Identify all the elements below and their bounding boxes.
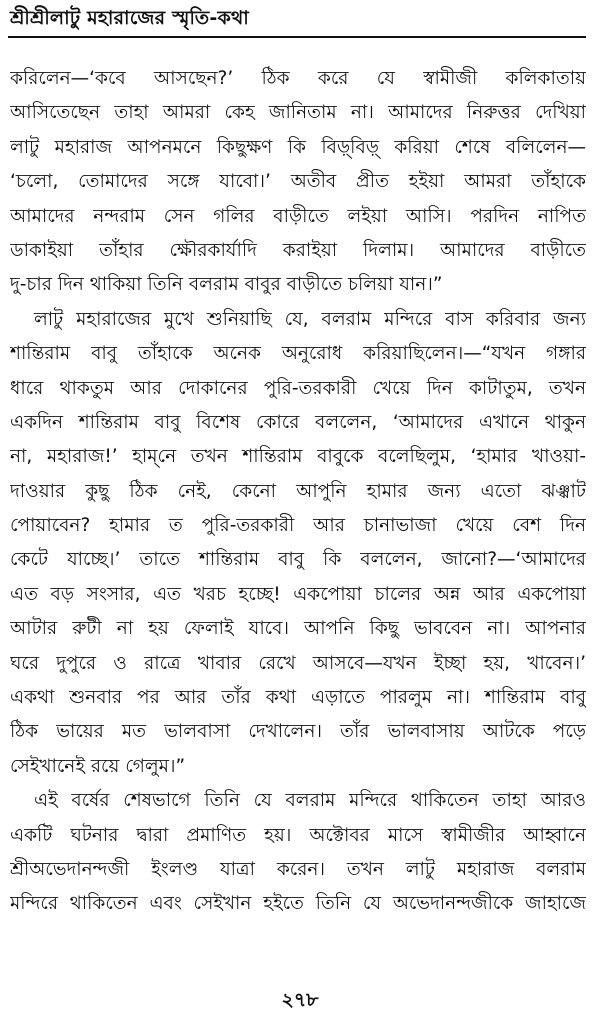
text-line: ঠিক ভায়ের মত ভালবাসা দেখালেন। তাঁর ভালবাসায় আটকে পড়ে xyxy=(10,721,586,743)
text-line: একদিন শান্তিরাম বাবু বিশেষ কোরে বললেন, ‘আমাদের এখানে থাকুন xyxy=(10,411,586,433)
text-line: আসিতেছেন তাহা আমরা কেহ জানিতাম না। আমাদের নিরুত্তর দেখিয়া xyxy=(10,102,586,124)
text-line: শ্রীঅভেদানন্দজী ইংলণ্ড যাত্রা করেন। তখন লাটু মহারাজ বলরাম xyxy=(10,858,586,880)
text-line: ডাকাইয়া তাঁহার ক্ষৌরকার্যাদি করাইয়া দিলাম। আমাদের বাড়ীতে xyxy=(10,239,586,261)
text-line: দাওয়ার কুছু ঠিক নেই, কেনো আপুনি হামার জন্য এতো ঝঞ্ঝাট xyxy=(10,480,586,502)
text-line: আমাদের নন্দরাম সেন গলির বাড়ীতে লইয়া আসি। পরদিন নাপিত xyxy=(10,205,586,227)
paragraph-3 xyxy=(10,784,586,922)
text-line: মন্দিরে থাকিতেন এবং সেইখান হইতে তিনি যে অভেদানন্দজীকে জাহাজে xyxy=(10,893,586,915)
text-line: এত বড় সংসার, এত খরচ হচ্ছে! একপোয়া চালের অন্ন আর একপোয়া xyxy=(10,583,586,605)
text-line: না, মহারাজ!’ হাম্‌নে তখন শান্তিরাম বাবুকে বলেছিলুম, ‘হামার খাওয়া- xyxy=(10,446,586,468)
text-line: ‘চলো, তোমাদের সঙ্গে যাবো।’ অতীব প্রীত হইয়া আমরা তাঁহাকে xyxy=(10,171,586,193)
text-line: লাটু মহারাজ আপনমনে কিছুক্ষণ কি বিড়্‌বিড়্‌ করিয়া শেষে বলিলেন— xyxy=(10,136,586,158)
text-line: একথা শুনবার পর আর তাঁর কথা এড়াতে পারলুম না। শান্তিরাম বাবু xyxy=(10,687,586,709)
header-rule xyxy=(8,36,586,38)
paragraph-2 xyxy=(10,303,586,784)
text-line: পোয়াবেন? হামার ত পুরি-তরকারী আর চানাভাজা খেয়ে বেশ দিন xyxy=(10,515,586,537)
text-line: সেইখানেই রয়ে গেলুম।” xyxy=(10,755,186,777)
text-line: একটি ঘটনার দ্বারা প্রমাণিত হয়। অক্টোবর মাসে স্বামীজীর আহ্বানে xyxy=(10,824,586,846)
text-line: দু-চার দিন থাকিয়া তিনি বলরাম বাবুর বাড়ীতে চলিয়া যান।” xyxy=(10,274,443,296)
paragraph-1 xyxy=(10,62,586,303)
running-header: শ্রীশ্রীলাটু মহারাজের স্মৃতি-কথা xyxy=(10,7,249,29)
text-line: করিলেন—‘কবে আসছেন?’ ঠিক করে যে স্বামীজী কলিকাতায় xyxy=(10,68,586,89)
page-number: ২৭৮ xyxy=(281,989,319,1011)
text-line: কেটে যাচ্ছে।’ তাতে শান্তিরাম বাবু কি বললেন, জানো?—‘আমাদের xyxy=(10,549,586,571)
text-line: শান্তিরাম বাবু তাঁহাকে অনেক অনুরোধ করিয়াছিলেন।—“যখন গঙ্গার xyxy=(10,343,586,365)
text-line: লাটু মহারাজের মুখে শুনিয়াছি যে, বলরাম মন্দিরে বাস করিবার জন্য xyxy=(34,308,586,330)
text-line: ঘরে দুপুরে ও রাত্রে খাবার রেখে আসবে—যখন ইচ্ছা হয়, খাবেন।’ xyxy=(10,652,586,674)
body-text xyxy=(10,62,586,922)
text-line: ধারে থাকতুম আর দোকানের পুরি-তরকারী খেয়ে দিন কাটাতুম, তখন xyxy=(10,377,586,399)
text-line: এই বর্ষের শেষভাগে তিনি যে বলরাম মন্দিরে থাকিতেন তাহা আরও xyxy=(34,790,586,812)
text-line: আটার রুটী না হয় ফেলাই যাবে। আপনি কিছু ভাববেন না। আপনার xyxy=(10,618,586,640)
